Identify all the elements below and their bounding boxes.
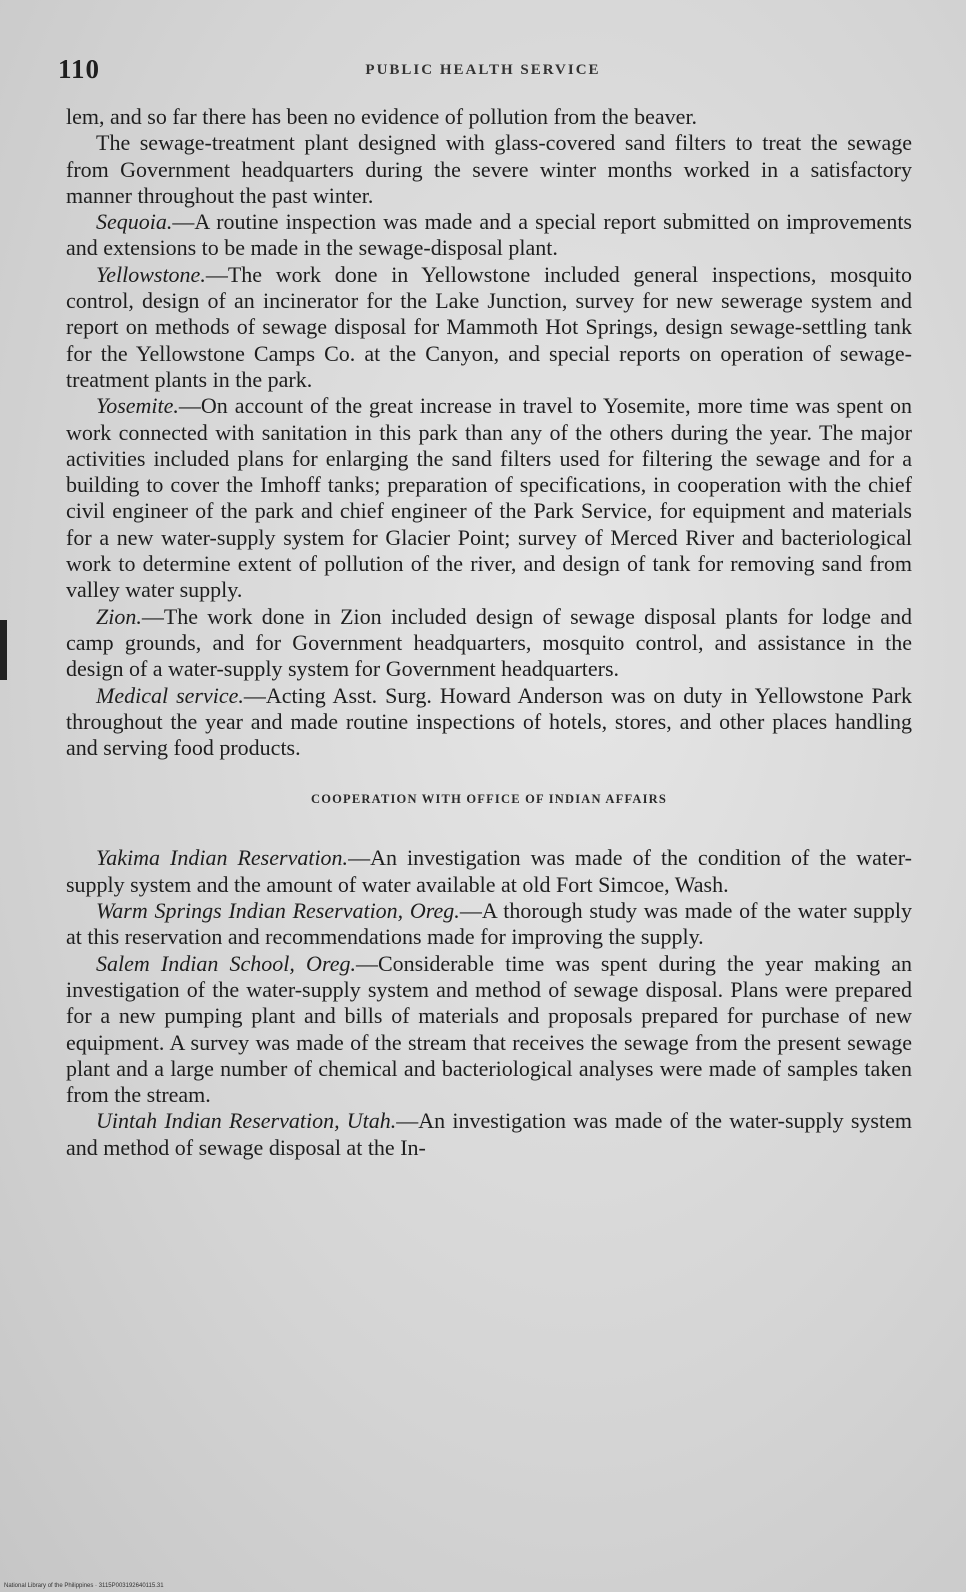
paragraph-warm-springs [66, 898, 912, 951]
paragraph-text: —An investigation was made of the water-supply system and method of sewage disposal at the In- [66, 1108, 912, 1160]
paragraph-text: —A routine inspection was made and a special report submitted on improvements and extensions to be made in the sewage-disposal plant. [66, 209, 912, 261]
paragraph-lead: Salem Indian School, Oreg. [96, 950, 356, 976]
paragraph-text: —The work done in Yellowstone included general inspections, mosquito control, design of an incinerator for the Lake Junction, survey for new sewerage system and report on methods of sewage disposal for Mammoth Hot Springs, design sewage-settling tank for the Yellowstone Camps Co. at the Canyon, and special reports on operation of sewage-treatment plants in the park. [66, 261, 912, 392]
paragraph-text: —Considerable time was spent during the year making an investigation of the water-supply system and method of sewage disposal. Plans were prepared for a new pumping plant and bills of materials and proposals prepared for purchase of new equipment. A survey was made of the stream that receives the sewage from the present sewage plant and a large number of chemical and bacteriological analyses were made of samples taken from the stream. [66, 950, 913, 1108]
paragraph-lead: Medical service. [96, 682, 244, 708]
paragraph-sequoia [66, 209, 912, 262]
section-heading: COOPERATION WITH OFFICE OF INDIAN AFFAIRS [310, 792, 668, 807]
library-stamp: National Library of the Philippines · 3115P003192640115.31 [4, 1583, 164, 1589]
paragraph-yellowstone [66, 262, 912, 393]
running-head: PUBLIC HEALTH SERVICE [365, 62, 601, 78]
paragraph-medical-service [66, 683, 912, 762]
paragraph-salem [66, 951, 912, 1109]
paragraph-beaver [66, 104, 912, 130]
paragraph-lead: Uintah Indian Reservation, Utah. [96, 1108, 397, 1134]
paragraph-text: The sewage-treatment plant designed with glass-covered sand filters to treat the sewage from Government headquarters during the severe winter months worked in a satisfactory manner throughout the past winter. [66, 130, 912, 208]
page-header [58, 54, 908, 90]
paragraph-lead: Sequoia. [96, 209, 173, 235]
paragraph-lead: Yellowstone. [96, 261, 206, 287]
paragraph-text: —The work done in Zion included design of sewage disposal plants for lodge and camp grounds, and for Government headquarters, mosquito control, and assistance in the design of a water-supply system for Government headquarters. [66, 603, 912, 682]
page-number: 110 [58, 54, 101, 84]
paragraph-uintah [66, 1108, 912, 1161]
binding-margin-mark [0, 620, 7, 680]
paragraph-text: —Acting Asst. Surg. Howard Anderson was on duty in Yellowstone Park throughout the year and made routine inspections of hotels, stores, and other places handling and serving food products. [66, 682, 913, 761]
paragraph-yosemite [66, 393, 912, 603]
paragraph-text: —A thorough study was made of the water supply at this reservation and recommendations made for improving the supply. [66, 898, 912, 950]
paragraph-lead: Zion. [96, 603, 142, 629]
paragraph-zion [66, 604, 912, 683]
paragraph-yakima [66, 845, 912, 898]
paragraph-lead: Yosemite. [96, 393, 179, 419]
paragraph-text: —An investigation was made of the condition of the water-supply system and the amount of water available at old Fort Simcoe, Wash. [66, 845, 912, 897]
paragraph-text: lem, and so far there has been no evidence of pollution from the beaver. [66, 104, 698, 129]
paragraph-lead: Warm Springs Indian Reservation, Oreg. [96, 898, 460, 924]
paragraph-sewage-plant [66, 130, 912, 209]
body-text [66, 104, 912, 1161]
paragraph-text: —On account of the great increase in travel to Yosemite, more time was spent on work connected with sanitation in this park than any of the others during the year. The major activities included plans for enlarging the sand filters used for filtering the sewage and for a building to cover the Imhoff tanks; preparation of specifications, in cooperation with the chief civil engineer of the park and chief engineer of the Park Service, for equipment and materials for a new water-supply system for Glacier Point; survey of Merced River and bacteriological work to determine extent of pollution of the river, and design of tank for removing sand from valley water supply. [66, 393, 912, 603]
paragraph-lead: Yakima Indian Reservation. [96, 845, 349, 871]
